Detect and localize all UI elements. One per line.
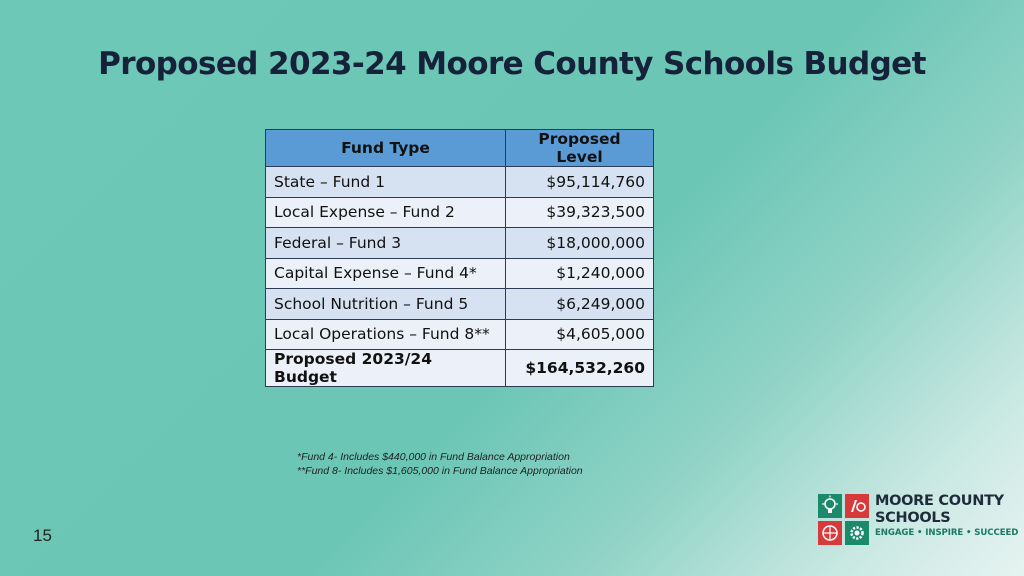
lightbulb-tile [818,494,842,518]
header-fund-type: Fund Type [266,130,506,167]
table-total-row [266,350,654,387]
fund-amount: $39,323,500 [506,197,654,228]
fund-name: Capital Expense – Fund 4* [266,258,506,289]
fund-amount: $18,000,000 [506,228,654,259]
table-row [266,197,654,228]
fund-name: Federal – Fund 3 [266,228,506,259]
total-label: Proposed 2023/24 Budget [266,350,506,387]
table-row [266,167,654,198]
slide-title: Proposed 2023-24 Moore County Schools Budget [98,46,926,82]
header-proposed-level: Proposed Level [506,130,654,167]
footnote-fund-4: *Fund 4- Includes $440,000 in Fund Balance Appropriation [297,451,570,463]
fund-amount: $95,114,760 [506,167,654,198]
fund-name: School Nutrition – Fund 5 [266,289,506,320]
fund-name: Local Operations – Fund 8** [266,319,506,350]
logo-name [875,493,1004,526]
logo-tagline: ENGAGE • INSPIRE • SUCCEED [875,528,1019,538]
footnote-fund-8: **Fund 8- Includes $1,605,000 in Fund Balance Appropriation [297,465,583,477]
fund-name: Local Expense – Fund 2 [266,197,506,228]
total-amount: $164,532,260 [506,350,654,387]
table-row [266,258,654,289]
logo-name-line2: SCHOOLS [875,509,951,526]
budget-table [265,129,654,387]
fund-amount: $4,605,000 [506,319,654,350]
table-row [266,228,654,259]
fund-name: State – Fund 1 [266,167,506,198]
fund-amount: $1,240,000 [506,258,654,289]
logo-name-line1: MOORE COUNTY [875,493,1004,509]
logo-emblem-icon [818,492,870,548]
page-number: 15 [33,526,52,545]
moore-county-schools-logo [818,492,1018,552]
table-header-row [266,130,654,167]
footnotes [297,450,583,478]
table-row [266,319,654,350]
table-row [266,289,654,320]
fund-amount: $6,249,000 [506,289,654,320]
